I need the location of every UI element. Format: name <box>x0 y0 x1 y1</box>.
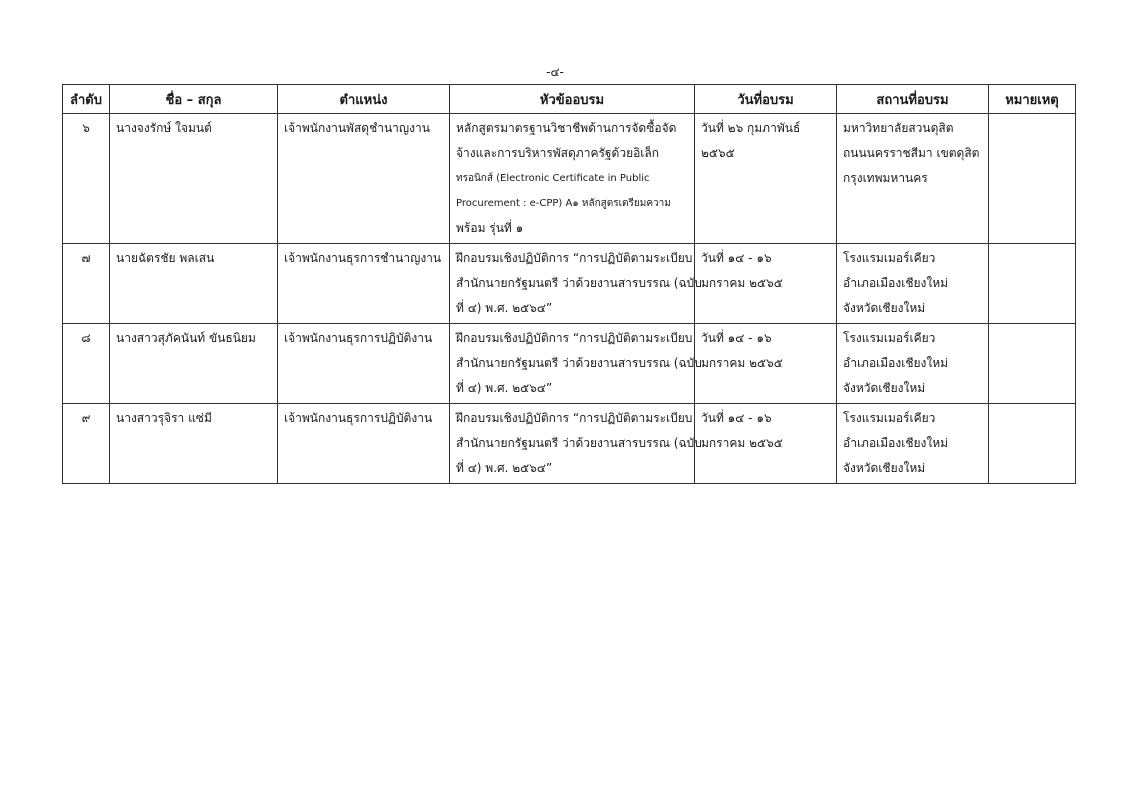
topic-line: หลักสูตรมาตรฐานวิชาชีพด้านการจัดซื้อจัด <box>456 121 677 135</box>
date-line: วันที่ ๑๔ - ๑๖ <box>701 411 772 425</box>
topic-line: ฝึกอบรมเชิงปฏิบัติการ “การปฏิบัติตามระเบียบ <box>456 251 693 265</box>
topic-line: ฝึกอบรมเชิงปฏิบัติการ “การปฏิบัติตามระเบียบ <box>456 411 693 425</box>
topic-line: พร้อม รุ่นที่ ๑ <box>456 221 524 235</box>
cell-date <box>695 324 837 404</box>
place-line: อำเภอเมืองเชียงใหม่ <box>843 276 949 290</box>
topic-line: ฝึกอบรมเชิงปฏิบัติการ “การปฏิบัติตามระเบียบ <box>456 331 693 345</box>
topic-line: ที่ ๔) พ.ศ. ๒๕๖๔” <box>456 381 553 395</box>
place-line: โรงแรมเมอร์เคียว <box>843 251 936 265</box>
place-line: ถนนนครราชสีมา เขตดุสิต <box>843 146 980 160</box>
cell-remark <box>989 324 1076 404</box>
cell-remark <box>989 244 1076 324</box>
place-line: มหาวิทยาลัยสวนดุสิต <box>843 121 954 135</box>
place-line: อำเภอเมืองเชียงใหม่ <box>843 436 949 450</box>
topic-line: สำนักนายกรัฐมนตรี ว่าด้วยงานสารบรรณ (ฉบับ <box>456 276 702 290</box>
header-no: ลำดับ <box>63 85 110 114</box>
table-row <box>63 324 1076 404</box>
cell-place <box>837 324 989 404</box>
place-line: โรงแรมเมอร์เคียว <box>843 331 936 345</box>
cell-position: เจ้าพนักงานธุรการปฏิบัติงาน <box>278 324 450 404</box>
place-line: โรงแรมเมอร์เคียว <box>843 411 936 425</box>
date-line: ๒๕๖๕ <box>701 146 735 160</box>
cell-name: นายฉัตรชัย พลเสน <box>110 244 278 324</box>
header-remark: หมายเหตุ <box>989 85 1076 114</box>
table-row <box>63 404 1076 484</box>
cell-place <box>837 114 989 244</box>
cell-no: ๘ <box>63 324 110 404</box>
cell-no: ๙ <box>63 404 110 484</box>
topic-line: จ้างและการบริหารพัสดุภาครัฐด้วยอิเล็ก <box>456 146 660 160</box>
cell-name: นางจงรักษ์ ใจมนต์ <box>110 114 278 244</box>
date-line: มกราคม ๒๕๖๕ <box>701 276 783 290</box>
place-line: จังหวัดเชียงใหม่ <box>843 381 926 395</box>
cell-place <box>837 404 989 484</box>
cell-topic <box>450 244 702 324</box>
table-row <box>63 244 1076 324</box>
table-row <box>63 114 1076 244</box>
cell-place <box>837 244 989 324</box>
cell-date <box>695 114 837 244</box>
date-line: วันที่ ๑๔ - ๑๖ <box>701 251 772 265</box>
topic-line: Procurement : e-CPP) A๑ หลักสูตรเตรียมความ <box>456 198 671 209</box>
topic-line: สำนักนายกรัฐมนตรี ว่าด้วยงานสารบรรณ (ฉบับ <box>456 356 702 370</box>
cell-position: เจ้าพนักงานธุรการชำนาญงาน <box>278 244 450 324</box>
cell-name: นางสาวรุจิรา แซ่มี <box>110 404 278 484</box>
topic-line: ที่ ๔) พ.ศ. ๒๕๖๔” <box>456 301 553 315</box>
place-line: อำเภอเมืองเชียงใหม่ <box>843 356 949 370</box>
header-topic: หัวข้ออบรม <box>450 85 695 114</box>
place-line: จังหวัดเชียงใหม่ <box>843 301 926 315</box>
cell-name: นางสาวสุภัคนันท์ ขันธนิยม <box>110 324 278 404</box>
page-number: -๔- <box>546 65 564 79</box>
header-place: สถานที่อบรม <box>837 85 989 114</box>
header-name: ชื่อ – สกุล <box>110 85 278 114</box>
cell-no: ๖ <box>63 114 110 244</box>
topic-line: ทรอนิกส์ (Electronic Certificate in Public <box>456 173 650 184</box>
cell-topic <box>450 324 702 404</box>
cell-topic <box>450 404 702 484</box>
date-line: วันที่ ๑๔ - ๑๖ <box>701 331 772 345</box>
cell-position: เจ้าพนักงานพัสดุชำนาญงาน <box>278 114 450 244</box>
date-line: มกราคม ๒๕๖๕ <box>701 356 783 370</box>
date-line: มกราคม ๒๕๖๕ <box>701 436 783 450</box>
cell-date <box>695 404 837 484</box>
date-line: วันที่ ๒๖ กุมภาพันธ์ <box>701 121 801 135</box>
cell-topic <box>450 114 695 244</box>
place-line: กรุงเทพมหานคร <box>843 171 928 185</box>
cell-remark <box>989 404 1076 484</box>
cell-date <box>695 244 837 324</box>
cell-no: ๗ <box>63 244 110 324</box>
table-header-row <box>63 85 1076 114</box>
topic-line: ที่ ๔) พ.ศ. ๒๕๖๔” <box>456 461 553 475</box>
header-position: ตำแหน่ง <box>278 85 450 114</box>
cell-position: เจ้าพนักงานธุรการปฏิบัติงาน <box>278 404 450 484</box>
place-line: จังหวัดเชียงใหม่ <box>843 461 926 475</box>
training-table <box>62 84 1076 484</box>
topic-line: สำนักนายกรัฐมนตรี ว่าด้วยงานสารบรรณ (ฉบับ <box>456 436 702 450</box>
header-date: วันที่อบรม <box>695 85 837 114</box>
cell-remark <box>989 114 1076 244</box>
